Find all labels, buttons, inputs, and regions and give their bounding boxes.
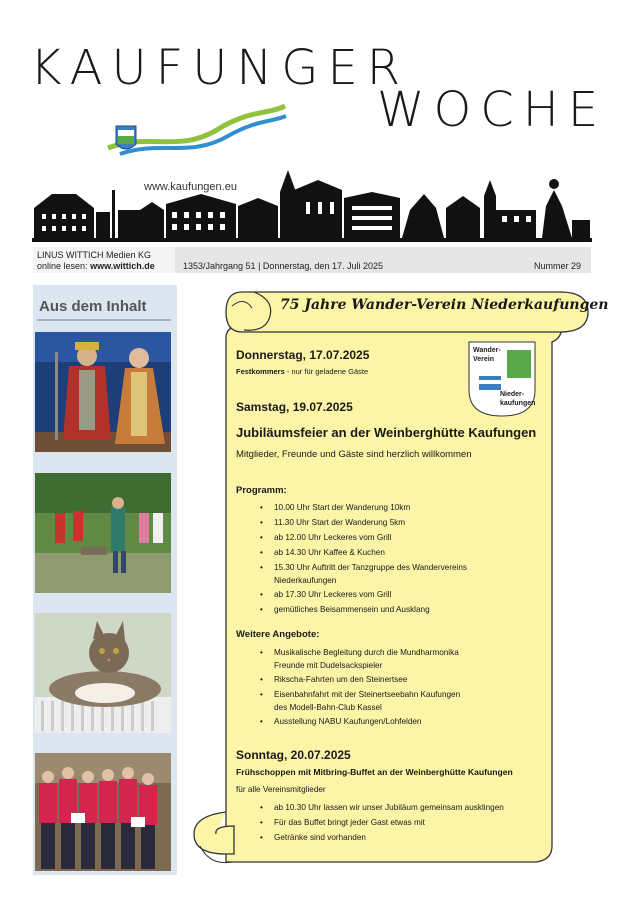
offers-item: • Rikscha-Fahrten um den Steinertsee [274, 675, 407, 684]
day1-date: Donnerstag, 17.07.2025 [236, 348, 370, 362]
program-item: • 11.30 Uhr Start der Wanderung 5km [274, 518, 405, 527]
day3-audience: für alle Vereinsmitglieder [236, 785, 326, 794]
website-url[interactable]: www.kaufungen.eu [144, 181, 237, 193]
publisher-box [33, 247, 175, 273]
program-heading: Programm: [236, 485, 287, 496]
program-item: • ab 12.00 Uhr Leckeres vom Grill [274, 533, 391, 542]
masthead-title-line2: WOCHE [377, 82, 608, 138]
issue-date: 1353/Jahrgang 51 | Donnerstag, den 17. Juli 2025 [183, 261, 383, 271]
offers-item-continued: des Modell-Bahn-Club Kassel [274, 703, 382, 712]
program-item: • gemütliches Beisammensein und Ausklang [274, 605, 430, 614]
day2-date: Samstag, 19.07.2025 [236, 400, 353, 414]
online-url[interactable]: www.wittich.de [90, 261, 155, 271]
offers-heading: Weitere Angebote: [236, 629, 320, 640]
day3-item: • Für das Buffet bringt jeder Gast etwas mit [274, 818, 425, 827]
offers-item: • Ausstellung NABU Kaufungen/Lohfelden [274, 717, 421, 726]
day1-note: - nur für geladene Gäste [284, 367, 369, 376]
day3-item: • ab 10.30 Uhr lassen wir unser Jubiläum gemeinsam ausklingen [274, 803, 504, 812]
photo-cat-on-radiator[interactable] [35, 613, 171, 733]
online-label: online lesen: [37, 261, 88, 271]
contents-sidebar [33, 285, 177, 875]
program-item: • ab 14.30 Uhr Kaffee & Kuchen [274, 548, 385, 557]
masthead-title-line1: KAUFUNGER [30, 40, 410, 96]
offers-item: • Eisenbahnfahrt mit der Steinertseebahn Kaufungen [274, 690, 460, 699]
day3-headline: Frühschoppen mit Mitbring-Buffet an der Weinberghütte Kaufungen [236, 767, 513, 777]
badge-text-top: Wander-Verein [473, 347, 501, 363]
town-skyline-silhouette [32, 150, 592, 242]
contents-divider [37, 319, 171, 321]
photo-costumed-statues[interactable] [35, 332, 171, 452]
day2-invite: Mitglieder, Freunde und Gäste sind herzlich willkommen [236, 449, 472, 460]
program-item: • ab 17.30 Uhr Leckeres vom Grill [274, 590, 391, 599]
day3-item: • Getränke sind vorhanden [274, 833, 366, 842]
day1-event: Festkommers [236, 367, 285, 376]
poster-title: 75 Jahre Wander-Verein Niederkaufungen [280, 297, 609, 313]
publisher-name: LINUS WITTICH Medien KG [37, 250, 152, 260]
issue-number: Nummer 29 [533, 261, 581, 271]
program-item-continued: Niederkaufungen [274, 576, 337, 585]
badge-text-bottom: Nieder-kaufungen [500, 391, 536, 407]
offers-item-continued: Freunde mit Dudelsackspieler [274, 661, 383, 670]
issue-info-bar [33, 247, 591, 273]
day1-event-line [236, 367, 368, 376]
day2-headline: Jubiläumsfeier an der Weinberghütte Kaufungen [236, 425, 537, 440]
photo-dance-group[interactable] [35, 753, 171, 871]
photo-hiking-group[interactable] [35, 473, 171, 593]
program-item: • 10.00 Uhr Start der Wanderung 10km [274, 503, 410, 512]
online-reading-line [37, 261, 155, 271]
program-item: • 15.30 Uhr Auftritt der Tanzgruppe des Wandervereins [274, 563, 467, 572]
day3-date: Sonntag, 20.07.2025 [236, 748, 351, 762]
contents-heading: Aus dem Inhalt [39, 298, 147, 315]
offers-item: • Musikalische Begleitung durch die Mundharmonika [274, 648, 459, 657]
